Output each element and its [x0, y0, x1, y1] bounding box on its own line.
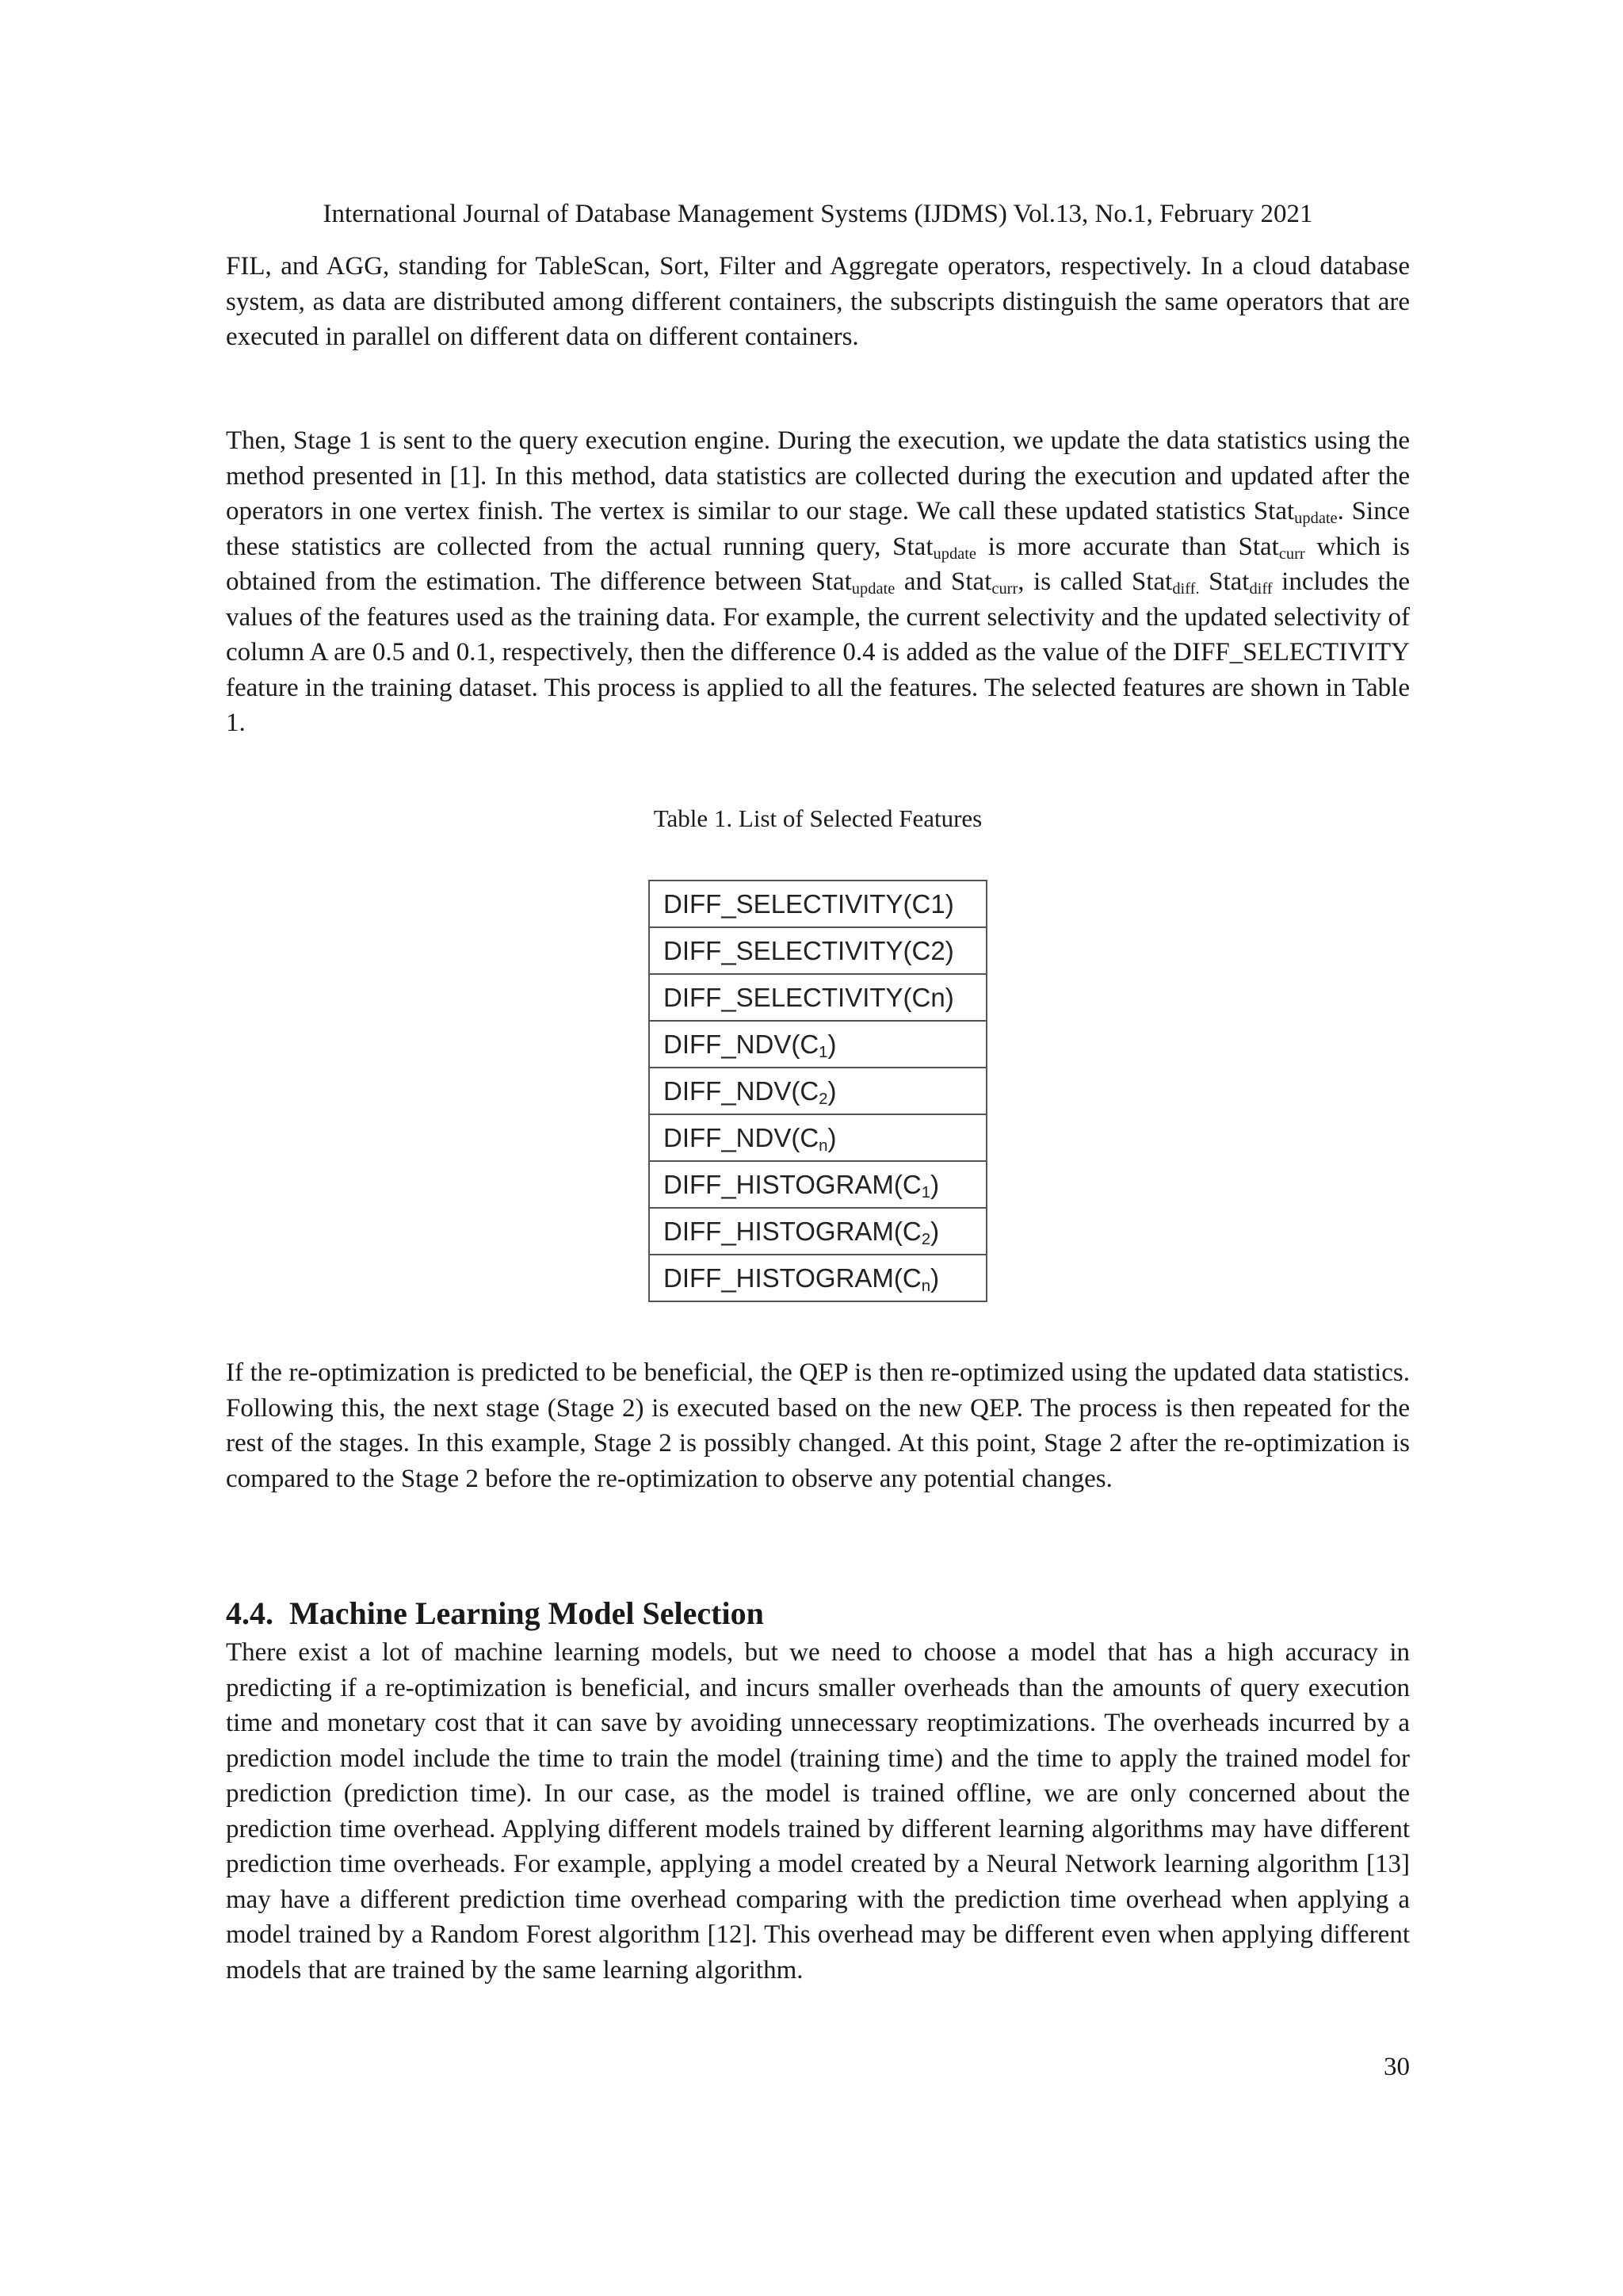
table-cell: $DIFF\_HISTOGRAM(C_n)$	[649, 1255, 987, 1301]
table-cell: DIFF_SELECTIVITY(C2)	[649, 927, 987, 974]
table-cell: $DIFF\_HISTOGRAM(C_2)$	[649, 1208, 987, 1255]
table-cell: $DIFF\_NDV(C_2)$	[649, 1068, 987, 1114]
paragraph-operators: FIL, and AGG, standing for TableScan, Sort, Filter and Aggregate operators, respectively. In a cloud database system, as data are distributed among different containers, the subscripts distinguish the same operators that are executed in parallel on different data on different containers.	[226, 252, 1410, 351]
table-row	[649, 927, 987, 974]
table-row	[649, 1021, 987, 1068]
table-cell: $DIFF\_NDV(C_n)$	[649, 1114, 987, 1161]
section-title: Machine Learning Model Selection	[289, 1595, 764, 1632]
paragraph-stage-execution: Then, Stage 1 is sent to the query execution engine. During the execution, we update the data statistics using the method presented in [1]. In this method, data statistics are collected during the execution and updated after the operators in one vertex finish. The vertex is similar to our stage. We call these updated statistics Stat$_{update}$. Since these statistics are collected from the actual running query, Stat$_{update}$ is more accurate than Stat$_{curr}$ which is obtained from the estimation. The difference between Stat$_{update}$ and Stat$_{curr}$, is called Stat$_{diff.}$ Stat$_{diff}$ includes the values of the features used as the training data. For example, the current selectivity and the updated selectivity of column A are 0.5 and 0.1, respectively, then the difference 0.4 is added as the value of the DIFF_SELECTIVITY feature in the training dataset. This process is applied to all the features. The selected features are shown in Table 1.	[226, 426, 1410, 737]
table-row	[649, 1114, 987, 1161]
table-row	[649, 1068, 987, 1114]
table-cell: $DIFF\_NDV(C_1)$	[649, 1021, 987, 1068]
page-number: 30	[1384, 2053, 1410, 2081]
running-header: International Journal of Database Management Systems (IJDMS) Vol.13, No.1, February 2021	[323, 200, 1313, 228]
selected-features-table	[648, 880, 987, 1302]
paragraph-model-selection: There exist a lot of machine learning models, but we need to choose a model that has a high accuracy in predicting if a re-optimization is beneficial, and incurs smaller overheads than the amounts of query execution time and monetary cost that it can save by avoiding unnecessary reoptimizations. The overheads incurred by a prediction model include the time to train the model (training time) and the time to apply the trained model for prediction (prediction time). In our case, as the model is trained offline, we are only concerned about the prediction time overhead. Applying different models trained by different learning algorithms may have different prediction time overheads. For example, applying a model created by a Neural Network learning algorithm [13] may have a different prediction time overhead comparing with the prediction time overhead when applying a model trained by a Random Forest algorithm [12]. This overhead may be different even when applying different models that are trained by the same learning algorithm.	[226, 1638, 1410, 1985]
table-row	[649, 1208, 987, 1255]
paragraph-reoptimization: If the re-optimization is predicted to be beneficial, the QEP is then re-optimized using the updated data statistics. Following this, the next stage (Stage 2) is executed based on the new QEP. The process is then repeated for the rest of the stages. In this example, Stage 2 is possibly changed. At this point, Stage 2 after the re-optimization is compared to the Stage 2 before the re-optimization to observe any potential changes.	[226, 1358, 1410, 1493]
section-number: 4.4.	[226, 1595, 273, 1632]
table-cell: DIFF_SELECTIVITY(Cn)	[649, 974, 987, 1021]
table-cell: DIFF_SELECTIVITY(C1)	[649, 881, 987, 927]
table-row	[649, 881, 987, 927]
section-heading	[226, 1594, 764, 1633]
table-row	[649, 1161, 987, 1208]
table-row	[649, 1255, 987, 1301]
table-row	[649, 974, 987, 1021]
table-cell: $DIFF\_HISTOGRAM(C_1)$	[649, 1161, 987, 1208]
table-caption: Table 1. List of Selected Features	[653, 804, 983, 832]
